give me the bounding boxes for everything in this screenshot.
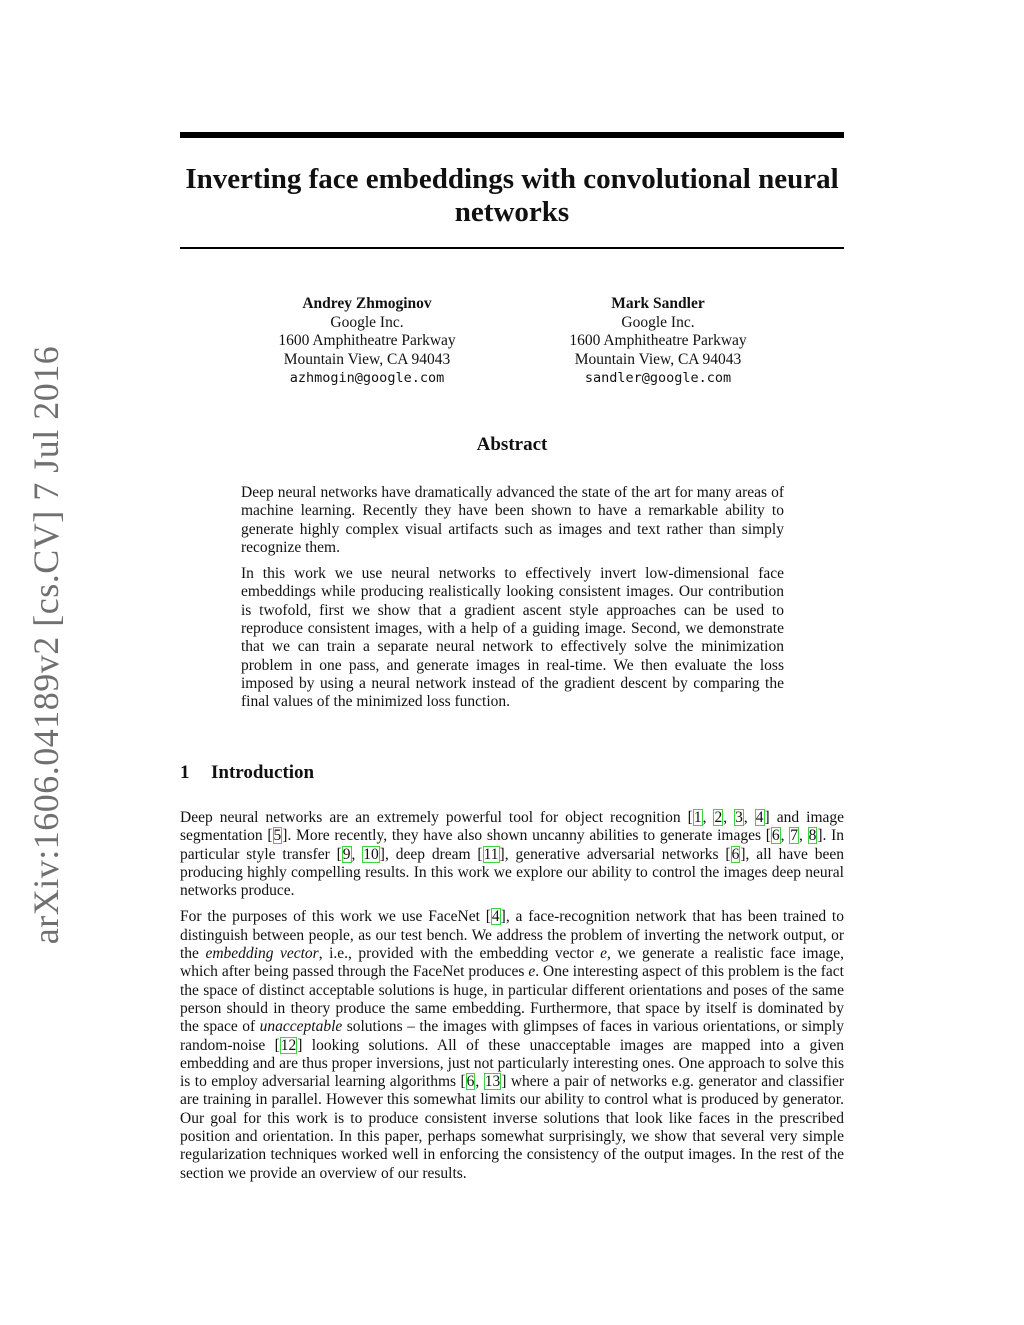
author-address-line2: Mountain View, CA 94043 <box>574 350 742 368</box>
text-run: . One interesting aspect of this problem is the fact the space of distinct acceptable solutions is huge, in particular different orientations and poses of the same person should in theory produce the same embedding. Furthermore, that space by itself is dominated by the space of <box>180 963 844 1036</box>
author-address-line1: 1600 Amphitheatre Parkway <box>278 332 456 349</box>
section-heading <box>180 762 844 784</box>
author-name: Mark Sandler <box>611 295 705 312</box>
text-run: , <box>475 1073 484 1091</box>
text-run: , i.e., provided with the embedding vector <box>318 945 601 963</box>
title-top-rule <box>180 132 844 138</box>
emphasis-text: embedding vector <box>205 945 319 963</box>
text-run: , <box>723 809 735 826</box>
citation-link[interactable]: 6 <box>731 845 740 863</box>
abstract-heading: Abstract <box>476 434 548 455</box>
text-run: , <box>351 845 363 863</box>
citation-link[interactable]: 1 <box>693 809 702 826</box>
text-run: ] where a pair of networks e.g. generator and classifier are training in parallel. However this somewhat limits our ability to control what is produced by generator. Our goal for this work is to produce consistent inverse solutions that look like faces in the prescribed position and orientation. In this paper, perhaps somewhat surprisingly, we show that several very simple regularization techniques worked well in enforcing the consistency of the output images. In the rest of the section we provide an overview of our results. <box>180 1073 845 1182</box>
text-run: ], all have been producing highly compelling results. In this work we explore our ability to control the images deep neural networks produce. <box>180 845 844 900</box>
section-title: Introduction <box>211 762 315 783</box>
text-run: , we generate a realistic face image, which after being passed through the FaceNet produces <box>180 945 844 981</box>
author-block-2 <box>508 295 808 388</box>
body-paragraph <box>180 908 844 1182</box>
citation-link[interactable]: 2 <box>714 809 723 826</box>
abstract-body <box>241 484 784 720</box>
text-run: , <box>702 809 714 826</box>
citation-link[interactable]: 5 <box>273 827 282 845</box>
abstract-paragraph: In this work we use neural networks to effectively invert low-dimensional face embeddings while producing realistically looking consistent images. Our contribution is twofold, first we show that a gradient ascent style approaches can be used to reproduce consistent images, with a help of a guiding image. Second, we demonstrate that we can train a separate neural network to effectively solve the minimization problem in one pass, and generate images in real-time. We then evaluate the loss imposed by using a neural network instead of the gradient descent by comparing the final values of the minimized loss function. <box>241 565 784 711</box>
text-run: For the purposes of this work we use FaceNet [ <box>180 908 491 926</box>
citation-link[interactable]: 10 <box>363 845 379 863</box>
text-run: Deep neural networks are an extremely powerful tool for object recognition [ <box>180 809 693 826</box>
text-run: ]. More recently, they have also shown uncanny abilities to generate images [ <box>282 827 771 845</box>
math-symbol: e <box>528 963 536 981</box>
citation-link[interactable]: 7 <box>790 827 798 845</box>
citation-link[interactable]: 6 <box>466 1073 475 1091</box>
text-run: , <box>743 809 755 826</box>
body-paragraph <box>180 809 844 900</box>
text-run: ], a face-recognition network that has been trained to distinguish between people, as our test bench. We address the problem of inverting the network output, or the <box>180 908 844 963</box>
introduction-body <box>180 809 844 1191</box>
section-number: 1 <box>180 762 190 783</box>
author-email: azhmogin@google.com <box>289 370 445 386</box>
text-run: , <box>798 827 808 845</box>
emphasis-text: unacceptable <box>259 1018 343 1036</box>
citation-link[interactable]: 6 <box>771 827 780 845</box>
citation-link[interactable]: 9 <box>342 845 351 863</box>
author-address-line1: 1600 Amphitheatre Parkway <box>569 332 747 349</box>
text-run: , <box>780 827 790 845</box>
citation-link[interactable]: 12 <box>280 1036 297 1054</box>
text-run: ] and image segmentation [ <box>180 809 845 845</box>
text-run: solutions – the images with glimpses of faces in various orientations, or simply random-noise [ <box>180 1018 844 1054</box>
author-block-1 <box>217 295 517 388</box>
citation-link[interactable]: 13 <box>484 1073 501 1091</box>
citation-link[interactable]: 4 <box>755 809 764 826</box>
citation-link[interactable]: 4 <box>491 908 500 926</box>
author-email: sandler@google.com <box>584 370 732 386</box>
math-symbol: e <box>600 945 608 963</box>
title-bottom-rule <box>180 247 844 249</box>
author-name: Andrey Zhmoginov <box>302 295 432 312</box>
citation-link[interactable]: 11 <box>483 845 499 863</box>
citation-link[interactable]: 8 <box>808 827 817 845</box>
paper-title: Inverting face embeddings with convolutional neural networks <box>185 163 839 228</box>
text-run: ], deep dream [ <box>379 845 483 863</box>
abstract-paragraph: Deep neural networks have dramatically advanced the state of the art for many areas of machine learning. Recently they have been shown to have a remarkable ability to generate highly complex visual artifacts such as images and text rather than simply recognize them. <box>241 484 784 556</box>
author-affiliation: Google Inc. <box>330 313 404 331</box>
author-address-line2: Mountain View, CA 94043 <box>283 350 451 368</box>
citation-link[interactable]: 3 <box>735 809 743 826</box>
text-run: ]. In particular style transfer [ <box>180 827 844 863</box>
text-run: ], generative adversarial networks [ <box>499 845 731 863</box>
text-run: ] looking solutions. All of these unacceptable images are mapped into a given embedding and are thus proper inversions, just not particularly interesting ones. One approach to solve this is to employ adversarial learning algorithms [ <box>180 1036 844 1091</box>
arxiv-identifier: arXiv:1606.04189v2 [cs.CV] 7 Jul 2016 <box>26 345 66 945</box>
author-affiliation: Google Inc. <box>621 313 695 331</box>
